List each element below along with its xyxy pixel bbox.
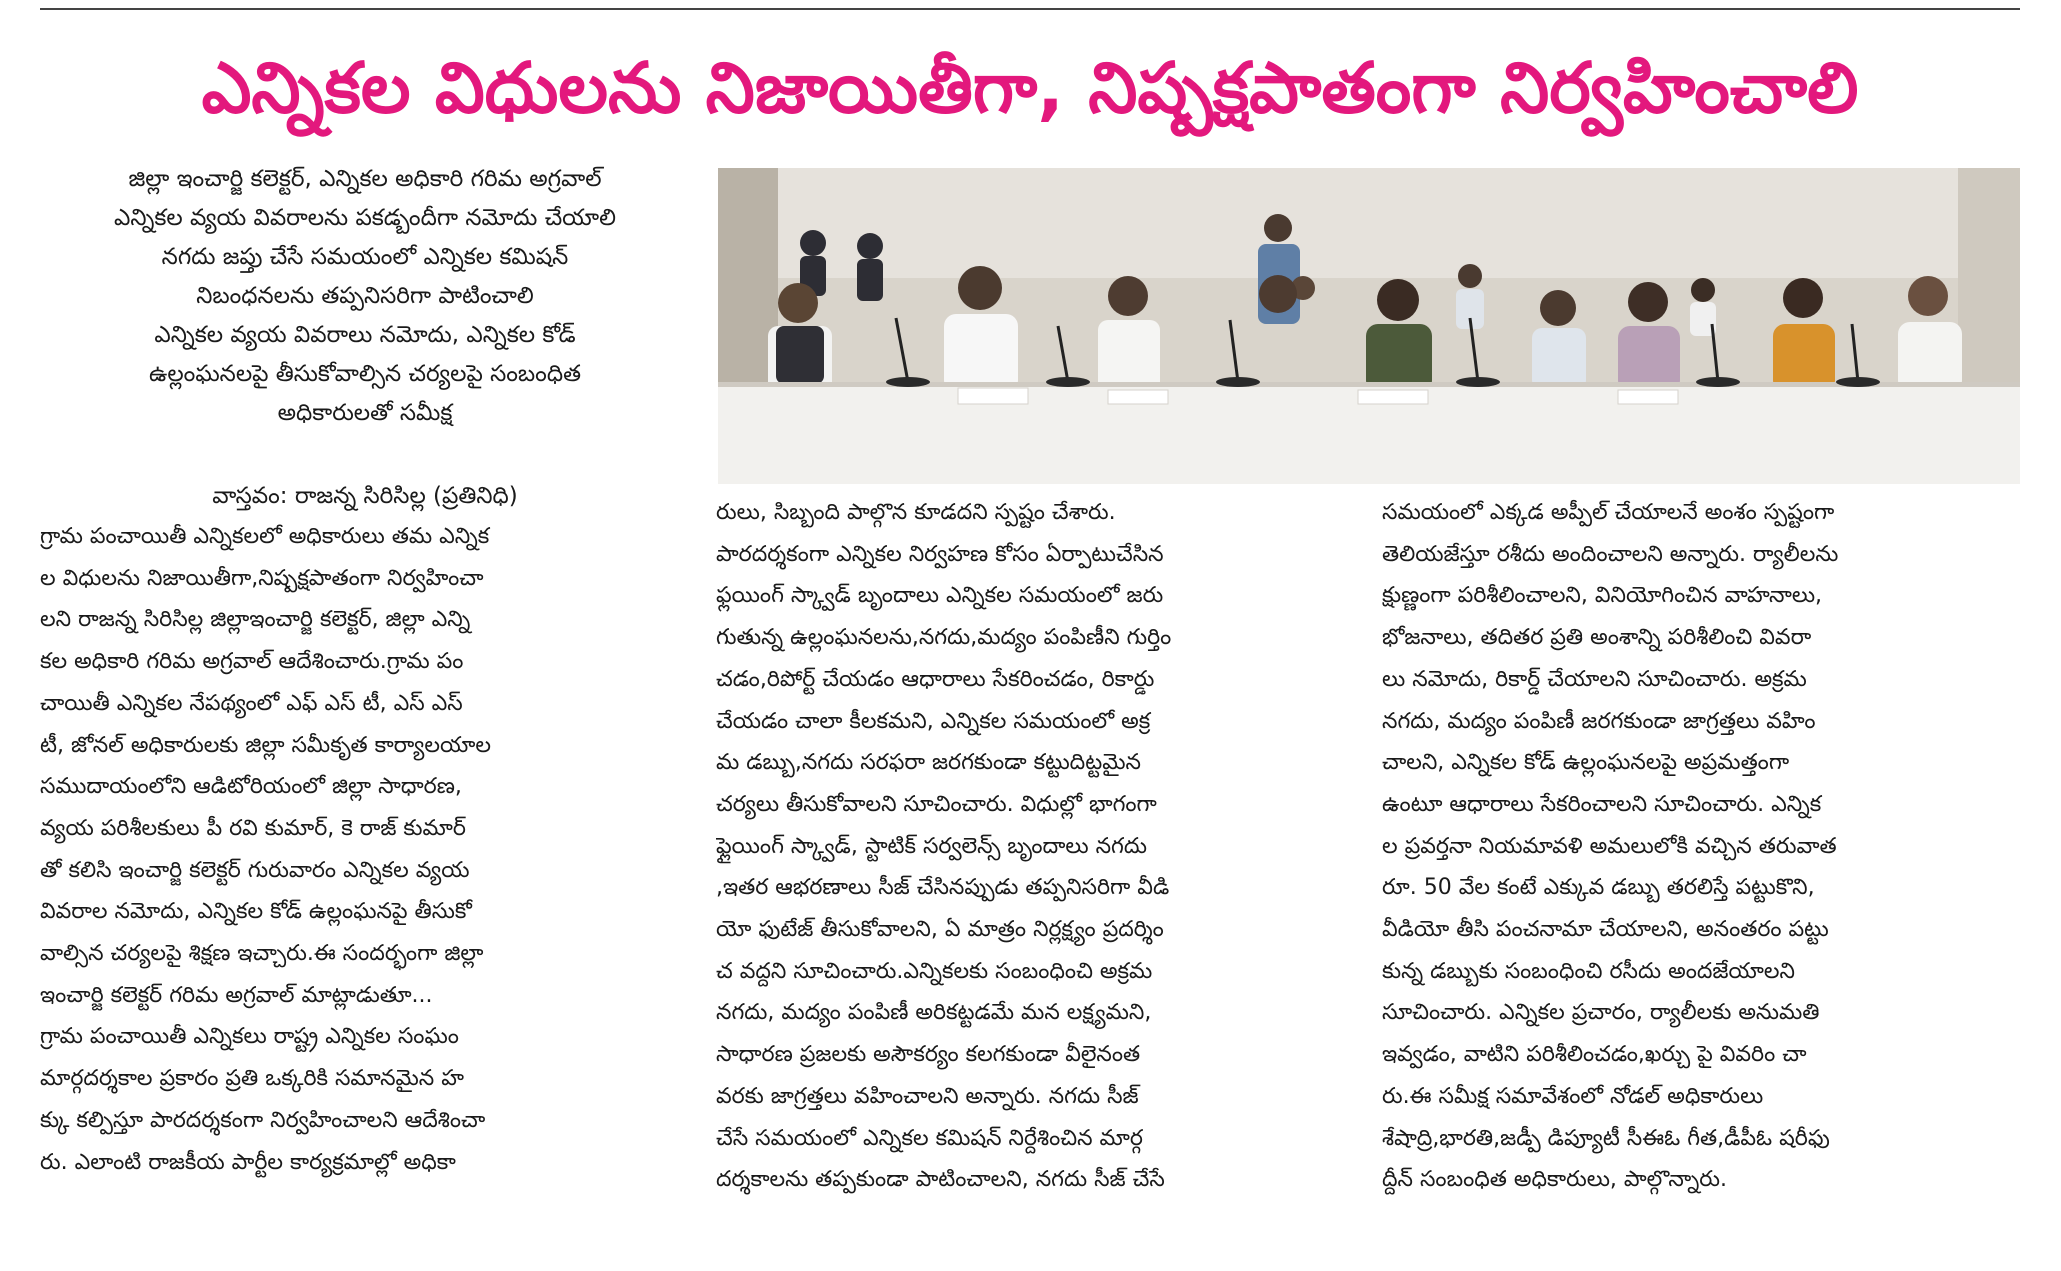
article-line: ల విధులను నిజాయితీగా,నిష్పక్షపాతంగా నిర్వహించా <box>40 565 484 591</box>
article-line: గ్రామ పంచాయితీ ఎన్నికలలో అధికారులు తమ ఎన్నిక <box>40 524 490 549</box>
article-line: చేయడం చాలా కీలకమని, ఎన్నికల సమయంలో అక్ర <box>716 708 1151 734</box>
article-line: వీడియో తీసి పంచనామా చేయాలని, అనంతరం పట్టు <box>1382 917 1829 943</box>
article-line: లు నమోదు, రికార్డ్ చేయాలని సూచించారు. అక్రమ <box>1382 666 1807 692</box>
article-line: ఇవ్వడం, వాటిని పరిశీలించడం,ఖర్చు పై వివరిం చా <box>1382 1042 1807 1068</box>
article-line: చడం,రిపోర్ట్ చేయడం ఆధారాలు సేకరించడం, రికార్డు <box>716 666 1155 692</box>
article-line: చర్యలు తీసుకోవాలని సూచించారు. విధుల్లో భాగంగా <box>716 791 1157 817</box>
article-line: ఇంచార్జి కలెక్టర్ గరిమ అగ్రవాల్ మాట్లాడుతూ... <box>40 982 433 1008</box>
article-line: ల ప్రవర్తనా నియమావళి అమలులోకి వచ్చిన తరువాత <box>1382 833 1837 859</box>
article-line: క్కు కల్పిస్తూ పారదర్శకంగా నిర్వహించాలని ఆదేశించా <box>40 1107 486 1133</box>
headline: ఎన్నికల విధులను నిజాయితీగా, నిష్పక్షపాతంగా నిర్వహించాలి <box>201 47 1859 129</box>
article-line: వివరాల నమోదు, ఎన్నికల కోడ్ ఉల్లంఘనపై తీసుకో <box>40 899 472 925</box>
article-line: పారదర్శకంగా ఎన్నికల నిర్వహణ కోసం ఏర్పాటుచేసిన <box>716 541 1164 567</box>
article-column-2 <box>716 492 1364 1201</box>
subhead-line: ఎన్నికల వ్యయ వివరాలను పకడ్బందీగా నమోదు చేయాలి <box>113 205 616 231</box>
article-line: సముదాయంలోని ఆడిటోరియంలో జిల్లా సాధారణ, <box>40 774 462 800</box>
meeting-photo <box>718 168 2020 484</box>
article-line: రూ. 50 వేల కంటే ఎక్కువ డబ్బు తరలిస్తే పట్టుకొని, <box>1382 875 1815 901</box>
article-line: మ డబ్బు,నగదు సరఫరా జరగకుండా కట్టుదిట్టమైన <box>716 750 1141 776</box>
article-line: వరకు జాగ్రత్తలు వహించాలని అన్నారు. నగదు సీజ్ <box>716 1083 1139 1109</box>
article-line: భోజనాలు, తదితర ప్రతి అంశాన్ని పరిశీలించి వివరా <box>1382 625 1812 651</box>
article-line: వ్యయ పరిశీలకులు పీ రవి కుమార్, కె రాజ్ కుమార్ <box>40 815 466 841</box>
article-line: క్షుణ్ణంగా పరిశీలించాలని, వినియోగించిన వాహనాలు, <box>1382 583 1823 609</box>
article-line: ఫ్లయింగ్ స్క్వాడ్ బృందాలు ఎన్నికల సమయంలో జరు <box>716 583 1164 609</box>
article-line: కున్న డబ్బుకు సంబంధించి రసీదు అందజేయాలని <box>1382 958 1795 984</box>
article-line: టీ, జోనల్ అధికారులకు జిల్లా సమీకృత కార్యాలయాల <box>40 732 491 758</box>
article-line: చ వద్దని సూచించారు.ఎన్నికలకు సంబంధించి అక్రమ <box>716 958 1153 984</box>
article-line: మార్గదర్శకాల ప్రకారం ప్రతి ఒక్కరికి సమానమైన హ <box>40 1066 464 1092</box>
article-line: చాయితీ ఎన్నికల నేపథ్యంలో ఎఫ్ ఎస్ టీ, ఎస్ ఎస్ <box>40 690 463 716</box>
meeting-photo-icon <box>718 168 2020 484</box>
article-line: చేసే సమయంలో ఎన్నికల కమిషన్ నిర్దేశించిన మార్గ <box>716 1125 1143 1151</box>
article-line: చాలని, ఎన్నికల కోడ్ ఉల్లంఘనలపై అప్రమత్తంగా <box>1382 750 1790 776</box>
article-line: రు. ఎలాంటి రాజకీయ పార్టీల కార్యక్రమాల్లో అధికా <box>40 1149 456 1175</box>
article-line: రు.ఈ సమీక్ష సమావేశంలో నోడల్ అధికారులు <box>1382 1083 1764 1109</box>
article-line: సూచించారు. ఎన్నికల ప్రచారం, ర్యాలీలకు అనుమతి <box>1382 1000 1820 1026</box>
article-line: నగదు, మద్యం పంపిణీ అరికట్టడమే మన లక్ష్యమని, <box>716 1000 1152 1026</box>
subhead-line: జిల్లా ఇంచార్జి కలెక్టర్, ఎన్నికల అధికారి గరిమ అగ్రవాల్ <box>128 166 602 192</box>
article-line: ద్దీన్ సంబంధిత అధికారులు, పాల్గొన్నారు. <box>1382 1167 1727 1193</box>
article-line: యో ఫుటేజ్ తీసుకోవాలని, ఏ మాత్రం నిర్లక్ష్యం ప్రదర్శిం <box>716 917 1164 943</box>
article-column-3 <box>1382 492 2020 1201</box>
article-line: తెలియజేస్తూ రశీదు అందించాలని అన్నారు. ర్యాలీలను <box>1382 541 1839 567</box>
subhead-line: ఉల్లంఘనలపై తీసుకోవాల్సిన చర్యలపై సంబంధిత <box>149 361 581 387</box>
article-line: దర్శకాలను తప్పకుండా పాటించాలని, నగదు సీజ్ చేసే <box>716 1167 1165 1193</box>
article-line: ఫ్లైయింగ్ స్క్వాడ్, స్టాటిక్ సర్వలెన్స్ బృందాలు నగదు <box>716 833 1148 859</box>
subhead-line: నిబంధనలను తప్పనిసరిగా పాటించాలి <box>196 283 534 309</box>
subhead-line: అధికారులతో సమీక్ష <box>277 400 453 426</box>
subhead-line: నగదు జప్తు చేసే సమయంలో ఎన్నికల కమిషన్ <box>161 244 569 270</box>
subhead-line: ఎన్నికల వ్యయ వివరాలు నమోదు, ఎన్నికల కోడ్ <box>154 322 576 348</box>
article-line: తో కలిసి ఇంచార్జి కలెక్టర్ గురువారం ఎన్నికల వ్యయ <box>40 857 470 883</box>
top-rule <box>40 8 2020 10</box>
article-line: లని రాజన్న సిరిసిల్ల జిల్లాఇంచార్జి కలెక్టర్, జిల్లా ఎన్ని <box>40 607 471 633</box>
article-line: గ్రామ పంచాయితీ ఎన్నికలు రాష్ట్ర ఎన్నికల సంఘం <box>40 1024 459 1050</box>
article-column-1 <box>40 516 690 1183</box>
article-line: నగదు, మద్యం పంపిణీ జరగకుండా జాగ్రత్తలు వహిం <box>1382 708 1816 734</box>
article-line: సాధారణ ప్రజలకు అసౌకర్యం కలగకుండా వీలైనంత <box>716 1042 1141 1068</box>
byline: వాస్తవం: రాజన్న సిరిసిల్ల (ప్రతినిధి) <box>212 483 518 509</box>
article-line: ఉంటూ ఆధారాలు సేకరించాలని సూచించారు. ఎన్నిక <box>1382 791 1822 817</box>
article-line: వాల్సిన చర్యలపై శిక్షణ ఇచ్చారు.ఈ సందర్భంగా జిల్లా <box>40 941 484 967</box>
article-line: గుతున్న ఉల్లంఘనలను,నగదు,మద్యం పంపిణీని గుర్తిం <box>716 625 1172 651</box>
article-line: శేషాద్రి,భారతి,జడ్పీ డిప్యూటీ సీఈఓ గీత,డీపీఓ షరీఫు <box>1382 1125 1830 1151</box>
article-line: ,ఇతర ఆభరణాలు సీజ్ చేసినప్పుడు తప్పనిసరిగా వీడి <box>716 875 1170 901</box>
article-line: సమయంలో ఎక్కడ అప్పీల్ చేయాలనే అంశం స్పష్టంగా <box>1382 500 1835 525</box>
article-line: కల అధికారి గరిమ అగ్రవాల్ ఆదేశించారు.గ్రామ పం <box>40 649 464 675</box>
article-line: రులు, సిబ్బంది పాల్గొన కూడదని స్పష్టం చేశారు. <box>716 500 1116 525</box>
subheads <box>40 160 690 500</box>
